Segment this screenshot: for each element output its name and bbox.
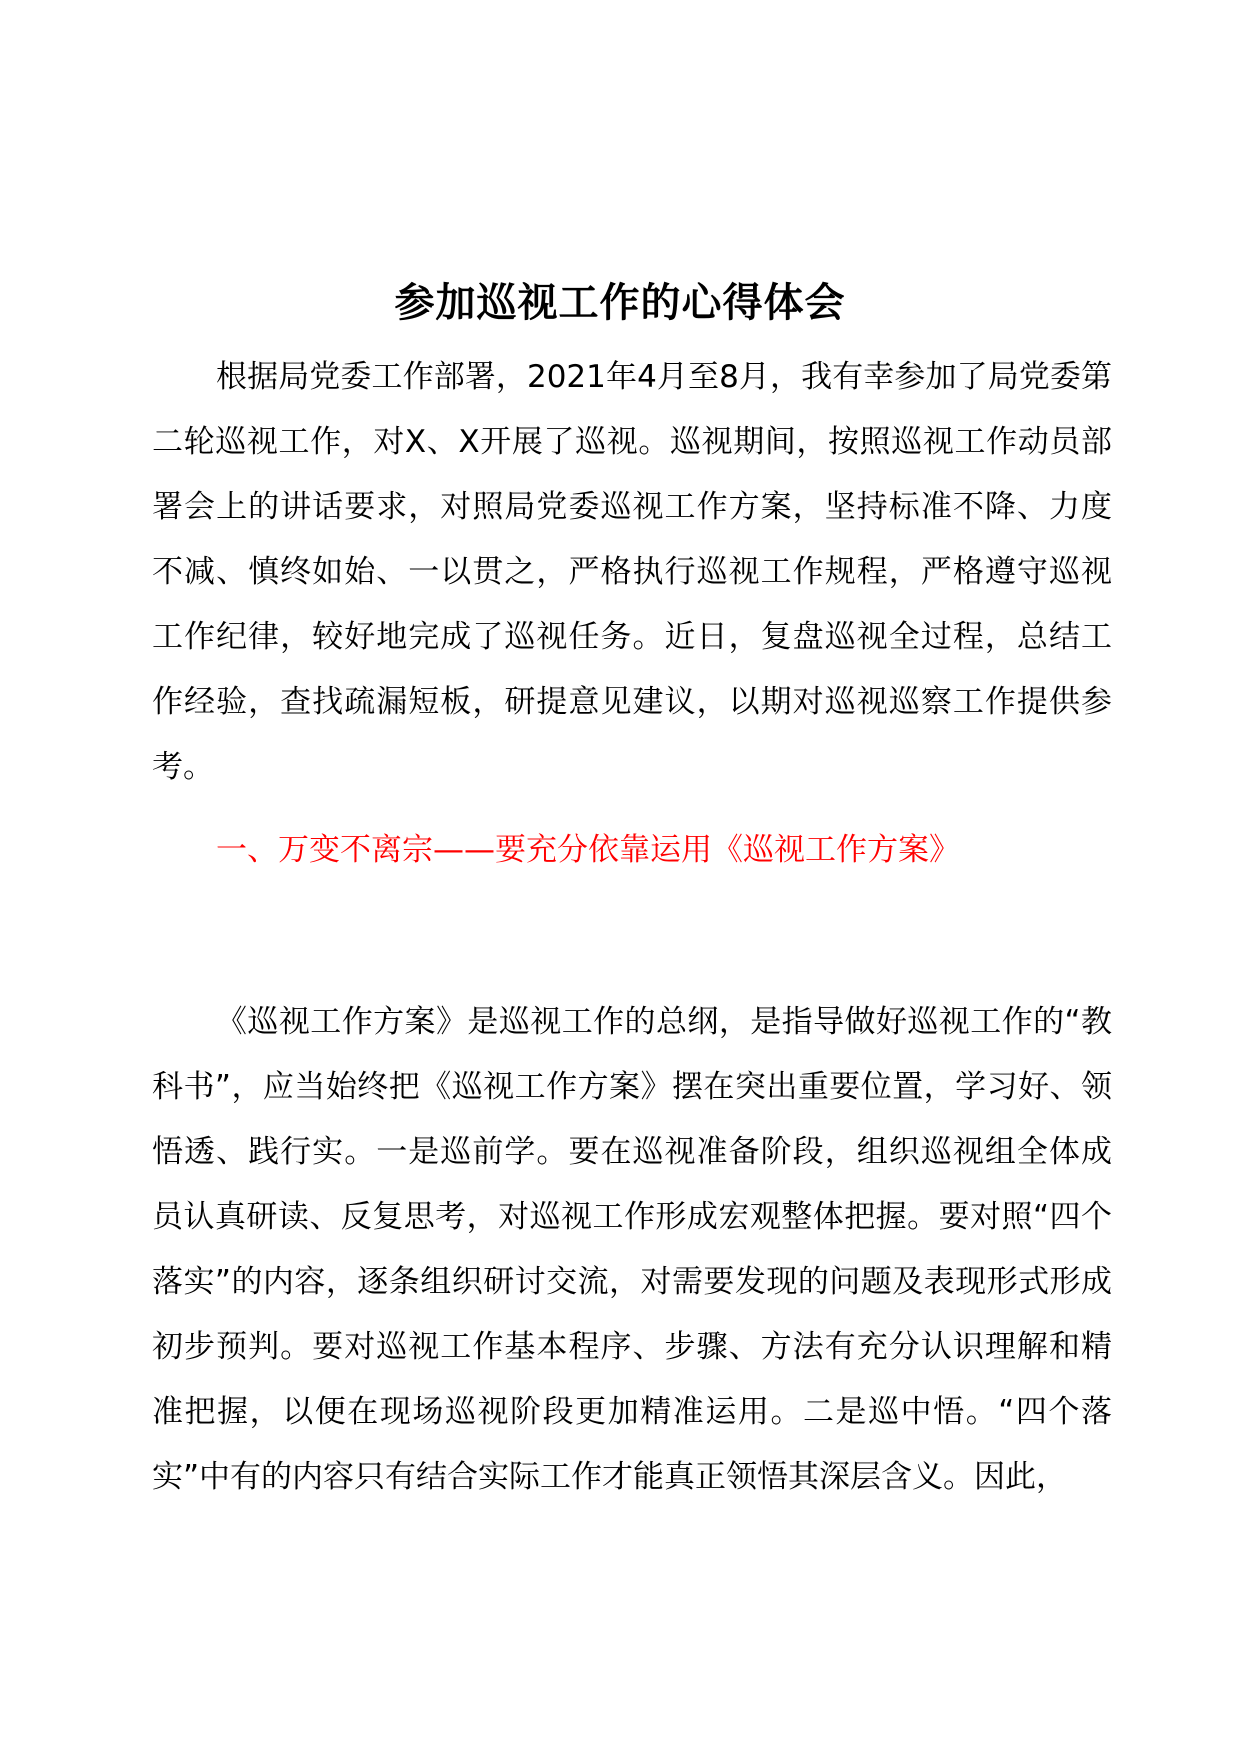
- document-title: 参加巡视工作的心得体会: [394, 279, 846, 326]
- section-heading-1: 一、万变不离宗——要充分依靠运用《巡视工作方案》: [216, 832, 960, 868]
- body-paragraph-section-1: 《巡视工作方案》是巡视工作的总纲，是指导做好巡视工作的“教科书”，应当始终把《巡视工作方案》摆在突出重要位置，学习好、领悟透、践行实。一是巡前学。要在巡视准备阶段，组织巡视组全体成员认真研读、反复思考，对巡视工作形成宏观整体把握。要对照“四个落实”的内容，逐条组织研讨交流，对需要发现的问题及表现形式形成初步预判。要对巡视工作基本程序、步骤、方法有充分认识理解和精准把握，以便在现场巡视阶段更加精准运用。二是巡中悟。“四个落实”中有的内容只有结合实际工作才能真正领悟其深层含义。因此，: [152, 1004, 1112, 1495]
- body-paragraph-intro: 根据局党委工作部署，2021年4月至8月，我有幸参加了局党委第二轮巡视工作，对X、X开展了巡视。巡视期间，按照巡视工作动员部署会上的讲话要求，对照局党委巡视工作方案，坚持标准不降、力度不减、慎终如始、一以贯之，严格执行巡视工作规程，严格遵守巡视工作纪律，较好地完成了巡视任务。近日，复盘巡视全过程，总结工作经验，查找疏漏短板，研提意见建议，以期对巡视巡察工作提供参考。: [152, 359, 1112, 785]
